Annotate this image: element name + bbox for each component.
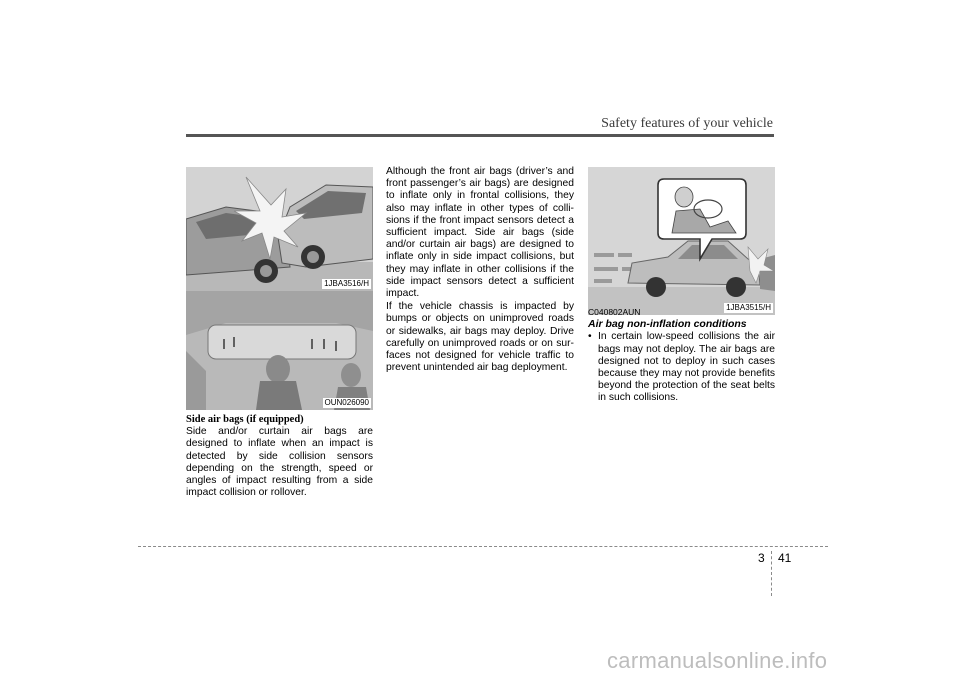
figure-curtain-airbag bbox=[186, 291, 373, 410]
left-column bbox=[186, 414, 373, 499]
figure-code-3: 1JBA3515/H bbox=[726, 303, 771, 312]
section-title: Safety features of your vehicle bbox=[601, 116, 773, 131]
airbag-inflation-paragraph: Although the front air bags (driver’s and front passenger’s air bags) are designed to inflate only in frontal collisions, they also may inflate in other types of colli-sions if the front impact sensors detect a sufficient impact. Side air bags (side and/or curtain air bags) are designed to inflate only in side impact collisions, but they may inflate in other collisions if the side impact sensors detect a sufficient impact. bbox=[386, 166, 574, 300]
section-code: C040802AUN bbox=[588, 307, 641, 317]
right-column bbox=[588, 306, 775, 405]
non-inflation-heading: Air bag non-inflation conditions bbox=[588, 318, 747, 331]
low-speed-collision-illustration bbox=[588, 167, 775, 315]
side-airbags-body: Side and/or curtain air bags are designed to inflate when an impact is detected by side collision sensors depending on the strength, speed or angles of impact resulting from a side impact collision or rollover. bbox=[186, 426, 373, 499]
figure-code-1: 1JBA3516/H bbox=[324, 279, 369, 288]
middle-column bbox=[386, 166, 574, 374]
curtain-airbag-illustration bbox=[186, 291, 373, 410]
header-rule bbox=[186, 134, 774, 137]
figure-side-collision bbox=[186, 167, 373, 291]
list-item bbox=[588, 331, 775, 404]
footer-divider bbox=[771, 551, 772, 596]
side-airbags-subheading: Side air bags (if equipped) bbox=[186, 414, 304, 425]
unimproved-roads-paragraph: If the vehicle chassis is impacted by bumps or objects on unimproved roads or sidewalks, air bags may deploy. Drive carefully on unimproved roads or on sur-faces not designed for vehicle traffic to prevent unintended air bag deployment. bbox=[386, 301, 574, 374]
bullet-text: In certain low-speed collisions the air bags may not deploy. The air bags are designed not to deploy in such cases because they may not provide benefits beyond the protection of the seat belts in such collisions. bbox=[598, 331, 775, 404]
footer-rule bbox=[138, 546, 828, 547]
bullet-marker: • bbox=[588, 331, 592, 343]
figure-low-speed-collision bbox=[588, 167, 775, 315]
side-collision-illustration bbox=[186, 167, 373, 291]
watermark: carmanualsonline.info bbox=[607, 648, 828, 673]
page-number: 41 bbox=[778, 551, 792, 565]
chapter-number: 3 bbox=[758, 551, 765, 565]
figure-code-2: OUN026090 bbox=[324, 398, 369, 407]
